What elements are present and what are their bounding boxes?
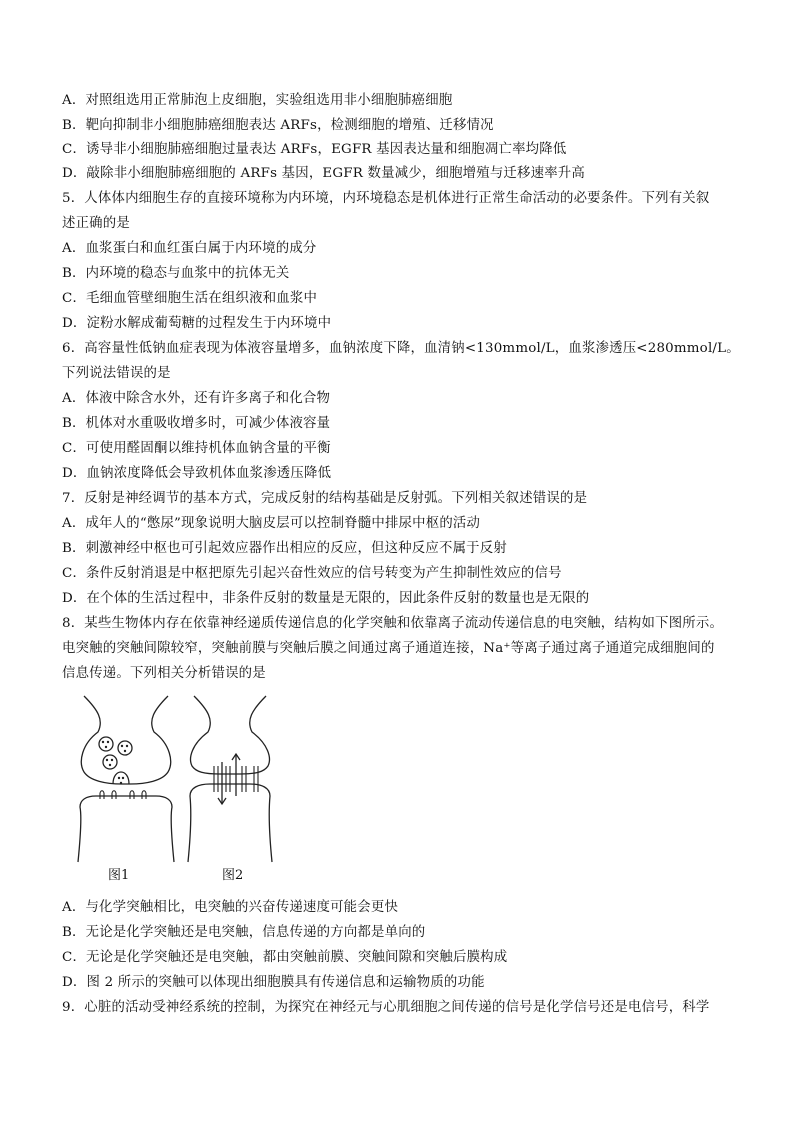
option-8d: D．图 2 所示的突触可以体现出细胞膜具有传递信息和运输物质的功能 [62,975,485,990]
option-7c: C．条件反射消退是中枢把原先引起兴奋性效应的信号转变为产生抑制性效应的信号 [62,566,562,581]
question-8-stem-cont2: 信息传递。下列相关分析错误的是 [62,666,266,681]
option-6a: A．体液中除含水外，还有许多离子和化合物 [62,391,331,406]
option-4d: D．敲除非小细胞肺癌细胞的 ARFs 基因，EGFR 数量减少，细胞增殖与迁移速率升高 [62,166,585,181]
fig2-presynaptic-membrane [191,696,270,774]
option-5b: B．内环境的稳态与血浆中的抗体无关 [62,266,290,281]
option-5a: A．血浆蛋白和血红蛋白属于内环境的成分 [62,241,317,256]
fig2-arrows [218,754,240,804]
option-6c: C．可使用醛固酮以维持机体血钠含量的平衡 [62,441,331,456]
question-8-stem-cont1: 电突触的突触间隙较窄，突触前膜与突触后膜之间通过离子通道连接，Na⁺等离子通过离子通道完成细胞间的 [62,641,715,656]
question-6-stem-cont: 下列说法错误的是 [62,366,171,381]
question-6-stem: 6．高容量性低钠血症表现为体液容量增多，血钠浓度下降，血清钠<130mmol/L，血浆渗透压<280mmol/L。 [62,341,740,356]
figure-1-caption: 图1 [108,868,130,883]
fig2-postsynaptic-membrane [188,784,272,862]
option-8b: B．无论是化学突触还是电突触，信息传递的方向都是单向的 [62,925,426,940]
synapse-diagram [70,692,290,890]
question-7-stem: 7．反射是神经调节的基本方式，完成反射的结构基础是反射弧。下列相关叙述错误的是 [62,491,588,506]
option-6d: D．血钠浓度降低会导致机体血浆渗透压降低 [62,466,332,481]
fig1-postsynaptic-membrane [78,796,174,862]
fig1-receptors [100,791,146,799]
option-4b: B．靶向抑制非小细胞肺癌细胞表达 ARFs，检测细胞的增殖、迁移情况 [62,118,494,133]
synapse-figure [70,692,290,890]
option-7b: B．刺激神经中枢也可引起效应器作出相应的反应，但这种反应不属于反射 [62,541,507,556]
option-7d: D．在个体的生活过程中，非条件反射的数量是无限的，因此条件反射的数量也是无限的 [62,591,590,606]
question-8-stem: 8．某些生物体内存在依靠神经递质传递信息的化学突触和依靠离子流动传递信息的电突触，结构如下图所示。 [62,616,724,631]
fig1-presynaptic-membrane [81,696,170,784]
option-4c: C．诱导非小细胞肺癌细胞过量表达 ARFs，EGFR 基因表达量和细胞凋亡率均降低 [62,142,567,157]
option-5d: D．淀粉水解成葡萄糖的过程发生于内环境中 [62,316,332,331]
option-4a: A．对照组选用正常肺泡上皮细胞，实验组选用非小细胞肺癌细胞 [62,93,453,108]
question-5-stem: 5．人体体内细胞生存的直接环境称为内环境，内环境稳态是机体进行正常生命活动的必要条件。下列有关叙 [62,191,710,206]
option-6b: B．机体对水重吸收增多时，可减少体液容量 [62,416,331,431]
fig1-synaptic-vesicles [99,737,132,784]
figure-2-caption: 图2 [222,868,244,883]
question-5-stem-cont: 述正确的是 [62,216,130,231]
option-7a: A．成年人的“憋尿”现象说明大脑皮层可以控制脊髓中排尿中枢的活动 [62,516,481,531]
option-8c: C．无论是化学突触还是电突触，都由突触前膜、突触间隙和突触后膜构成 [62,950,508,965]
question-9-stem: 9．心脏的活动受神经系统的控制，为探究在神经元与心肌细胞之间传递的信号是化学信号还是电信号，科学 [62,1000,710,1015]
option-5c: C．毛细血管壁细胞生活在组织液和血浆中 [62,291,318,306]
option-8a: A．与化学突触相比，电突触的兴奋传递速度可能会更快 [62,900,399,915]
